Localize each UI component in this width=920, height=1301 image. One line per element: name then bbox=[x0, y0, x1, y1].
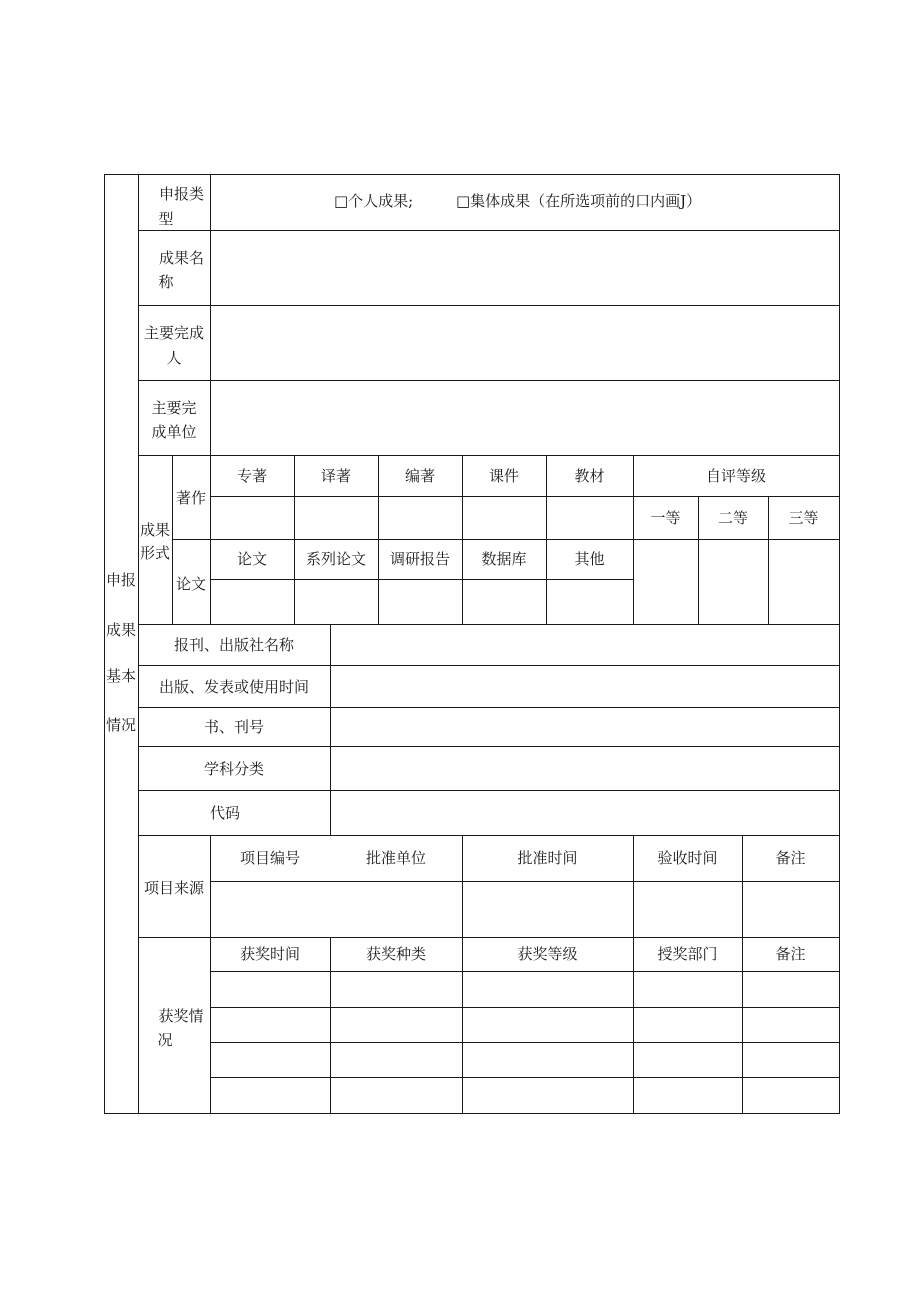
form-label-line1: 成果 bbox=[139, 521, 170, 539]
pub-time-field[interactable] bbox=[331, 666, 839, 707]
paper-type-4: 数据库 bbox=[481, 550, 527, 568]
works-type-3: 编著 bbox=[404, 467, 435, 485]
works-type-5: 教材 bbox=[574, 467, 605, 485]
completer-label-line2: 人 bbox=[166, 349, 182, 367]
rule bbox=[633, 835, 634, 1114]
border-right bbox=[839, 174, 840, 1114]
awards-header-5: 备注 bbox=[775, 945, 806, 963]
project-header-5: 备注 bbox=[775, 849, 806, 867]
paper-type-1: 论文 bbox=[236, 550, 267, 568]
works-type-4: 课件 bbox=[488, 467, 519, 485]
works-label: 著作 bbox=[175, 489, 206, 507]
completer-label-line1: 主要完成 bbox=[143, 324, 204, 342]
self-eval-label: 自评等级 bbox=[705, 467, 766, 485]
rule bbox=[210, 971, 840, 972]
code-label: 代码 bbox=[209, 804, 240, 822]
option-collective-checkbox[interactable]: □集体成果（在所选项前的口内画J） bbox=[456, 192, 702, 210]
side-label-2: 成果 bbox=[105, 621, 136, 639]
awards-header-4: 授奖部门 bbox=[657, 945, 718, 963]
rule bbox=[210, 1042, 840, 1043]
rule bbox=[210, 1007, 840, 1008]
project-source-label: 项目来源 bbox=[143, 879, 204, 897]
grade-second: 二等 bbox=[717, 509, 748, 527]
unit-label-line1: 主要完 bbox=[151, 399, 197, 417]
name-label-line1: 成果名 bbox=[158, 249, 204, 267]
unit-value-field[interactable] bbox=[211, 381, 839, 455]
works-type-2: 译著 bbox=[320, 467, 351, 485]
awards-header-1: 获奖时间 bbox=[239, 945, 300, 963]
rule bbox=[742, 835, 743, 1114]
pub-time-label: 出版、发表或使用时间 bbox=[158, 678, 309, 696]
project-header-1: 项目编号 bbox=[239, 849, 300, 867]
rule bbox=[210, 579, 634, 580]
rule bbox=[138, 937, 840, 938]
paper-type-5: 其他 bbox=[574, 550, 605, 568]
book-no-field[interactable] bbox=[331, 708, 839, 746]
awards-label-line1: 获奖情 bbox=[158, 1007, 204, 1025]
name-label-line2: 称 bbox=[158, 273, 174, 291]
border-left bbox=[104, 174, 105, 1114]
rule bbox=[210, 496, 840, 497]
rule bbox=[462, 835, 463, 1114]
type-label-line2: 型 bbox=[158, 210, 174, 228]
unit-label-line2: 成单位 bbox=[151, 423, 197, 441]
grade-third: 三等 bbox=[788, 509, 819, 527]
paper-label: 论文 bbox=[175, 575, 206, 593]
discipline-field[interactable] bbox=[331, 747, 839, 790]
book-no-label: 书、刊号 bbox=[203, 718, 264, 736]
discipline-label: 学科分类 bbox=[203, 760, 264, 778]
form-label-line2: 形式 bbox=[139, 544, 170, 562]
paper-type-2: 系列论文 bbox=[305, 550, 366, 568]
works-type-1: 专著 bbox=[236, 467, 267, 485]
side-label-3: 基本 bbox=[105, 667, 136, 685]
code-field[interactable] bbox=[331, 791, 839, 835]
rule bbox=[172, 455, 173, 625]
grade-first: 一等 bbox=[650, 509, 681, 527]
option-personal-checkbox[interactable]: □个人成果; bbox=[334, 192, 414, 210]
rule bbox=[138, 455, 840, 456]
paper-type-3: 调研报告 bbox=[389, 550, 450, 568]
name-value-field[interactable] bbox=[211, 231, 839, 305]
awards-header-2: 获奖种类 bbox=[365, 945, 426, 963]
border-top bbox=[104, 174, 840, 175]
side-label-1: 申报 bbox=[105, 571, 136, 589]
completer-value-field[interactable] bbox=[211, 306, 839, 380]
side-label-4: 情况 bbox=[105, 716, 136, 734]
type-label-line1: 申报类 bbox=[158, 185, 204, 203]
rule bbox=[210, 835, 211, 1114]
border-bottom bbox=[104, 1113, 840, 1114]
rule bbox=[172, 539, 840, 540]
project-header-2: 批准单位 bbox=[365, 849, 426, 867]
project-header-4: 验收时间 bbox=[657, 849, 718, 867]
publisher-field[interactable] bbox=[331, 625, 839, 665]
project-header-3: 批准时间 bbox=[517, 849, 578, 867]
awards-header-3: 获奖等级 bbox=[517, 945, 578, 963]
rule bbox=[138, 835, 840, 836]
rule bbox=[210, 1077, 840, 1078]
awards-label-line2: 况 bbox=[157, 1031, 173, 1049]
rule bbox=[210, 881, 840, 882]
publisher-label: 报刊、出版社名称 bbox=[173, 636, 294, 654]
